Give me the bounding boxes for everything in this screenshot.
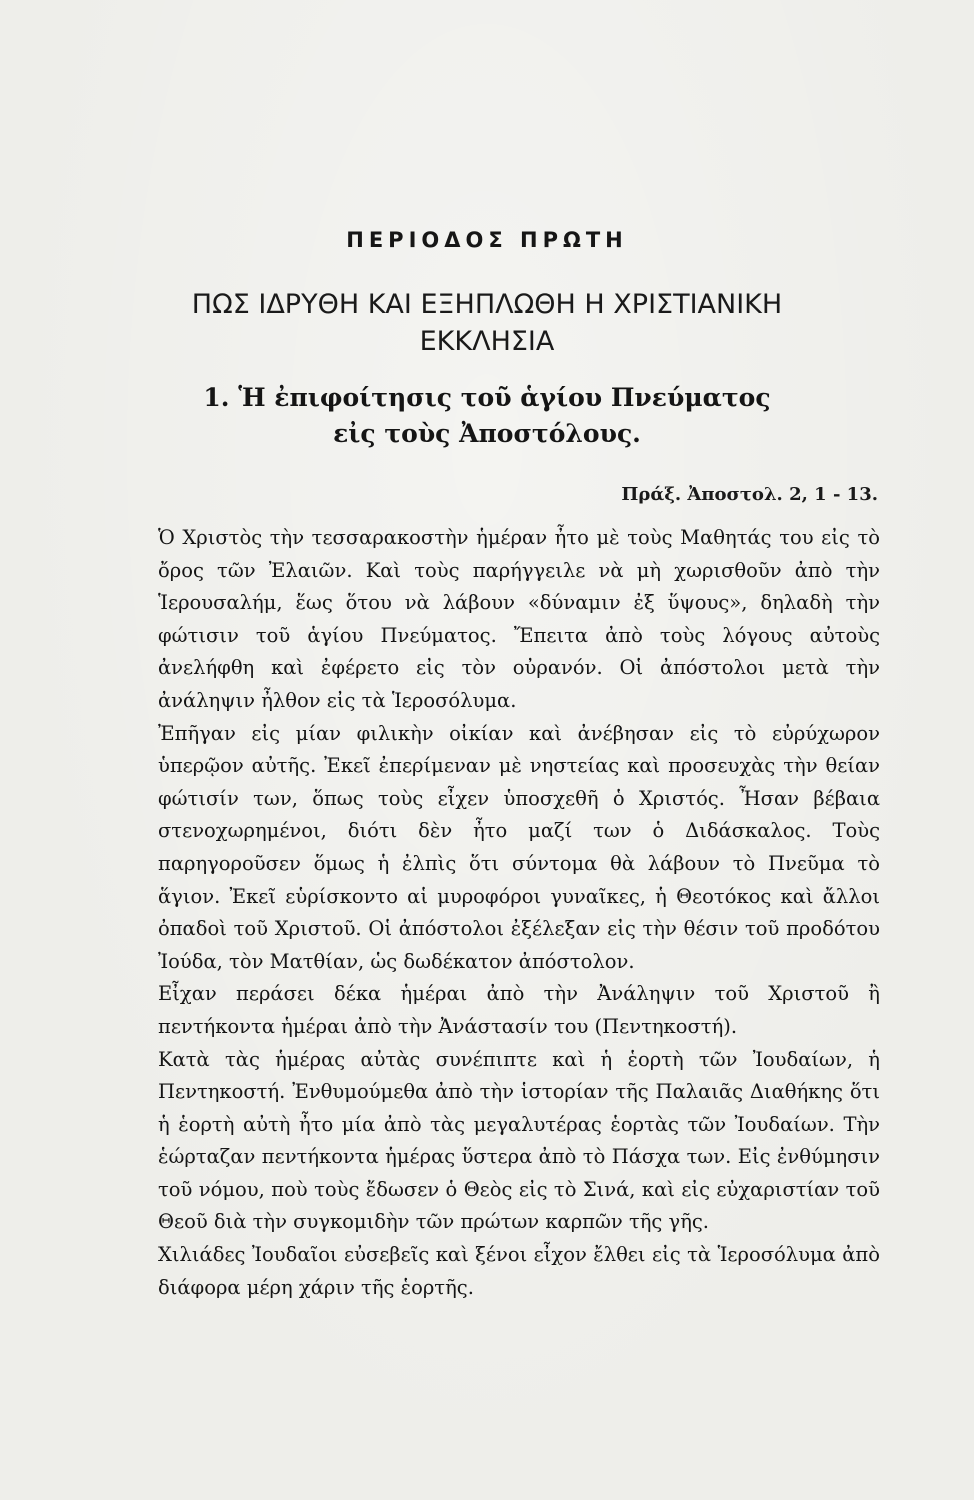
- period-title: ΠΕΡΙΟΔΟΣ ΠΡΩΤΗ: [346, 228, 628, 252]
- body-text: [158, 522, 880, 1304]
- scripture-reference: Πράξ. Ἀποστολ. 2, 1 - 13.: [621, 484, 878, 505]
- paragraph: Ἐπῆγαν εἰς μίαν φιλικὴν οἰκίαν καὶ ἀνέβησαν εἰς τὸ εὐρύχωρον ὑπερῷον αὐτῆς. Ἐκεῖ ἐπερίμεναν μὲ νηστείας καὶ προσευχὰς τὴν θείαν φώτισίν των, ὅπως τοὺς εἶχεν ὑποσχεθῆ ὁ Χριστός. Ἦσαν βέβαια στενοχωρημένοι, διότι δὲν ἦτο μαζί των ὁ Διδάσκαλος. Τοὺς παρηγοροῦσεν ὅμως ἡ ἐλπὶς ὅτι σύντομα θὰ λάβουν τὸ Πνεῦμα τὸ ἅγιον. Ἐκεῖ εὑρίσκοντο αἱ μυροφόροι γυναῖκες, ἡ Θεοτόκος καὶ ἄλλοι ὀπαδοὶ τοῦ Χριστοῦ. Οἱ ἀπόστολοι ἐξέλεξαν εἰς τὴν θέσιν τοῦ προδότου Ἰούδα, τὸν Ματθίαν, ὡς δωδέκατον ἀπόστολον.: [158, 721, 880, 973]
- section-heading-line-1: 1. Ἡ ἐπιφοίτησις τοῦ ἁγίου Πνεύματος: [203, 383, 771, 412]
- section-heading-line-2: εἰς τοὺς Ἀποστόλους.: [333, 419, 641, 448]
- paragraph: Χιλιάδες Ἰουδαῖοι εὐσεβεῖς καὶ ξένοι εἶχον ἔλθει εἰς τὰ Ἱεροσόλυμα ἀπὸ διάφορα μέρη χάριν τῆς ἑορτῆς.: [158, 1243, 880, 1299]
- main-heading: [120, 286, 854, 360]
- paragraph: Ὁ Χριστὸς τὴν τεσσαρακοστὴν ἡμέραν ἦτο μὲ τοὺς Μαθητάς του εἰς τὸ ὄρος τῶν Ἐλαιῶν. Καὶ τοὺς παρήγγειλε νὰ μὴ χωρισθοῦν ἀπὸ τὴν Ἱερουσαλήμ, ἕως ὅτου νὰ λάβουν «δύναμιν ἐξ ὕψους», δηλαδὴ τὴν φώτισιν τοῦ ἁγίου Πνεύματος. Ἔπειτα ἀπὸ τοὺς λόγους αὐτοὺς ἀνελήφθη καὶ ἐφέρετο εἰς τὸν οὐρανόν. Οἱ ἀπόστολοι μετὰ τὴν ἀνάληψιν ἦλθον εἰς τὰ Ἱεροσόλυμα.: [158, 526, 880, 712]
- paragraph: Εἶχαν περάσει δέκα ἡμέραι ἀπὸ τὴν Ἀνάληψιν τοῦ Χριστοῦ ἢ πεντήκοντα ἡμέραι ἀπὸ τὴν Ἀνάστασίν του (Πεντηκοστή).: [158, 982, 880, 1038]
- section-heading: [120, 380, 854, 452]
- main-heading-line-1: ΠΩΣ ΙΔΡΥΘΗ ΚΑΙ ΕΞΗΠΛΩΘΗ Η ΧΡΙΣΤΙΑΝΙΚΗ: [191, 289, 783, 320]
- main-heading-line-2: ΕΚΚΛΗΣΙΑ: [419, 326, 555, 357]
- paragraph: Κατὰ τὰς ἡμέρας αὐτὰς συνέπιπτε καὶ ἡ ἑορτὴ τῶν Ἰουδαίων, ἡ Πεντηκοστή. Ἐνθυμούμεθα ἀπὸ τὴν ἱστορίαν τῆς Παλαιᾶς Διαθήκης ὅτι ἡ ἑορτὴ αὐτὴ ἦτο μία ἀπὸ τὰς μεγαλυτέρας ἑορτὰς τῶν Ἰουδαίων. Τὴν ἑώρταζαν πεντήκοντα ἡμέρας ὕστερα ἀπὸ τὸ Πάσχα των. Εἰς ἐνθύμησιν τοῦ νόμου, ποὺ τοὺς ἔδωσεν ὁ Θεὸς εἰς τὸ Σινά, καὶ εἰς εὐχαριστίαν τοῦ Θεοῦ διὰ τὴν συγκομιδὴν τῶν πρώτων καρπῶν τῆς γῆς.: [158, 1047, 880, 1234]
